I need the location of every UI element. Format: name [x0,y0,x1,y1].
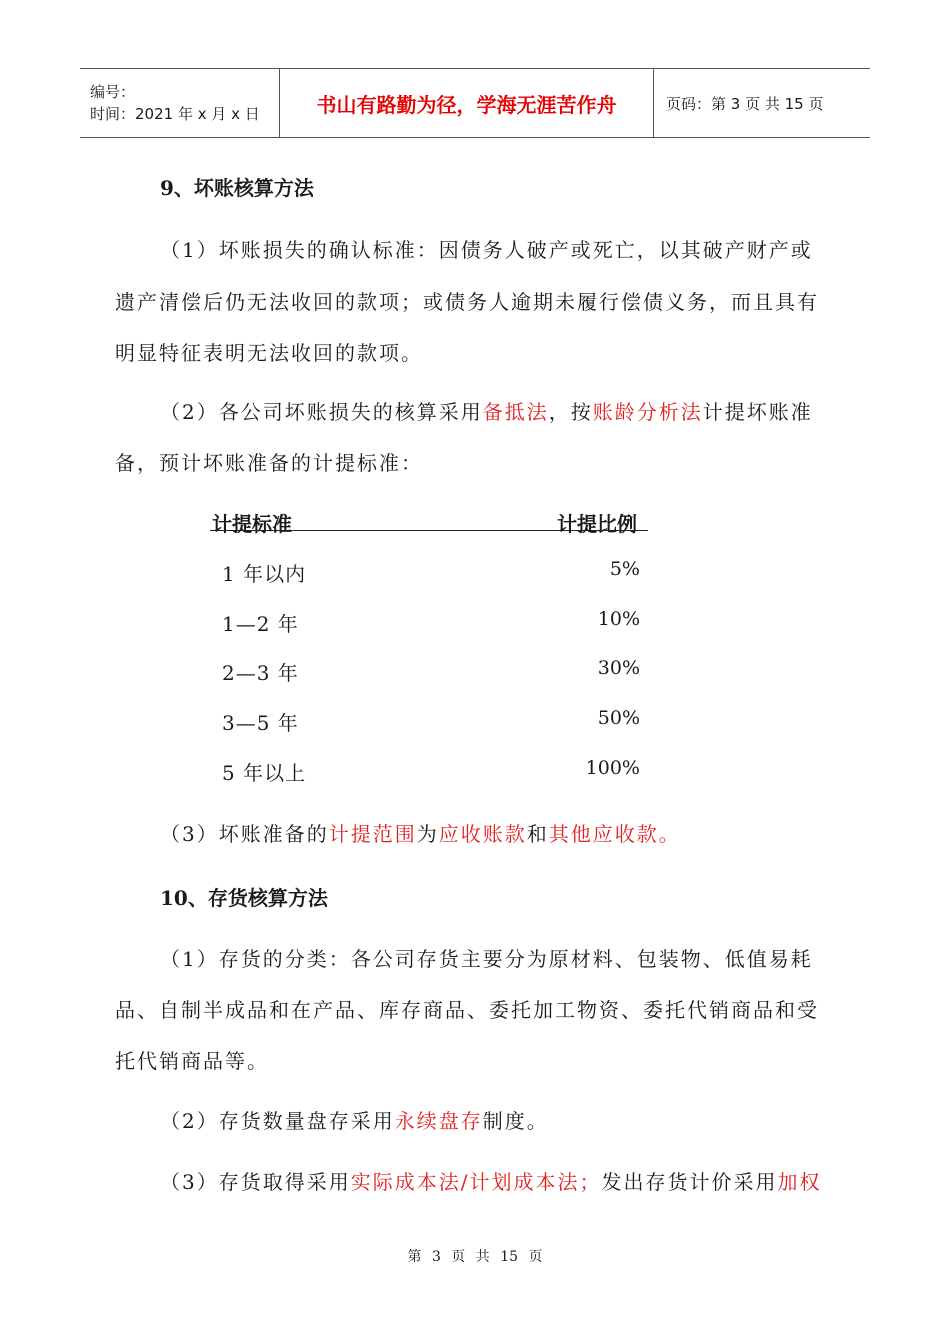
table-row-5-age: 5 年以上 [222,761,307,785]
table-row-2-age: 1—2 年 [222,612,299,636]
footer-page-number: 第 3 页 共 15 页 [407,1249,543,1265]
s9-p2-pre: （2）各公司坏账损失的核算采用 [160,400,483,424]
section-9-heading: 9、坏账核算方法 [160,176,314,200]
s10-p1-line1: （1）存货的分类：各公司存货主要分为原材料、包装物、低值易耗 [160,947,813,971]
s9-p3-red2: 应收账款 [438,822,527,846]
s9-p2-post: 计提坏账准 [702,400,813,424]
page-info-text: 页码：第 3 页 共 15 页 [666,94,824,113]
header-page-info [654,69,870,137]
table-row-3-ratio: 30% [597,657,640,679]
table-row-3-age: 2—3 年 [222,661,299,685]
s10-p3-mid: 发出存货计价采用 [601,1170,778,1194]
section-10-heading: 10、存货核算方法 [160,886,328,910]
document-date: 时间：2021 年 x 月 x 日 [90,105,260,123]
s9-p3-mid1: 为 [416,822,439,846]
s9-p3 [160,818,681,847]
motto-text: 书山有路勤为径，学海无涯苦作舟 [316,92,617,117]
s10-p2-pre: （2）存货数量盘存采用 [160,1109,395,1133]
header-meta [80,69,280,137]
table-row-1-age: 1 年以内 [222,562,307,586]
page-header [80,68,870,138]
s10-p3 [160,1166,821,1195]
table-row-4-age: 3—5 年 [222,711,299,735]
s9-p2-red2: 账龄分析法 [592,400,703,424]
s9-p1-line3: 明显特征表明无法收回的款项。 [115,341,423,365]
table-row-1-ratio: 5% [609,558,640,580]
s9-p2-line2: 备，预计坏账准备的计提标准： [115,451,423,475]
s9-p1-line2: 遗产清偿后仍无法收回的款项；或债务人逾期未履行偿债义务，而且具有 [115,290,819,314]
table-row-4-ratio: 50% [597,707,640,729]
s9-p3-pre: （3）坏账准备的 [160,822,329,846]
table-row-5-ratio: 100% [585,757,640,779]
s10-p3-red2: 加权 [777,1170,822,1194]
table-header-standard: 计提标准 [212,512,292,536]
s10-p2-red: 永续盘存 [394,1109,483,1133]
document-number-label: 编号： [90,83,136,101]
s10-p1-line2: 品、自制半成品和在产品、库存商品、委托加工物资、委托代销商品和受 [115,998,819,1022]
table-row-2-ratio: 10% [597,608,640,630]
s9-p3-red3: 其他应收款。 [548,822,681,846]
s10-p1-line3: 托代销商品等。 [115,1049,269,1073]
s9-p3-mid2: 和 [526,822,549,846]
s9-p1-line1: （1）坏账损失的确认标准：因债务人破产或死亡，以其破产财产或 [160,238,813,262]
s10-p2-post: 制度。 [482,1109,549,1133]
s9-p2-mid: ，按 [548,400,593,424]
page-footer [0,1246,950,1266]
s9-p2-red1: 备抵法 [482,400,549,424]
s10-p2 [160,1105,549,1134]
s10-p3-pre: （3）存货取得采用 [160,1170,351,1194]
s10-p3-red: 实际成本法/计划成本法； [350,1170,602,1194]
header-motto [280,69,654,137]
s9-p2-line1 [160,396,813,425]
table-header-ratio: 计提比例 [557,512,637,536]
s9-p3-red1: 计提范围 [328,822,417,846]
table-header-underline [210,530,648,531]
